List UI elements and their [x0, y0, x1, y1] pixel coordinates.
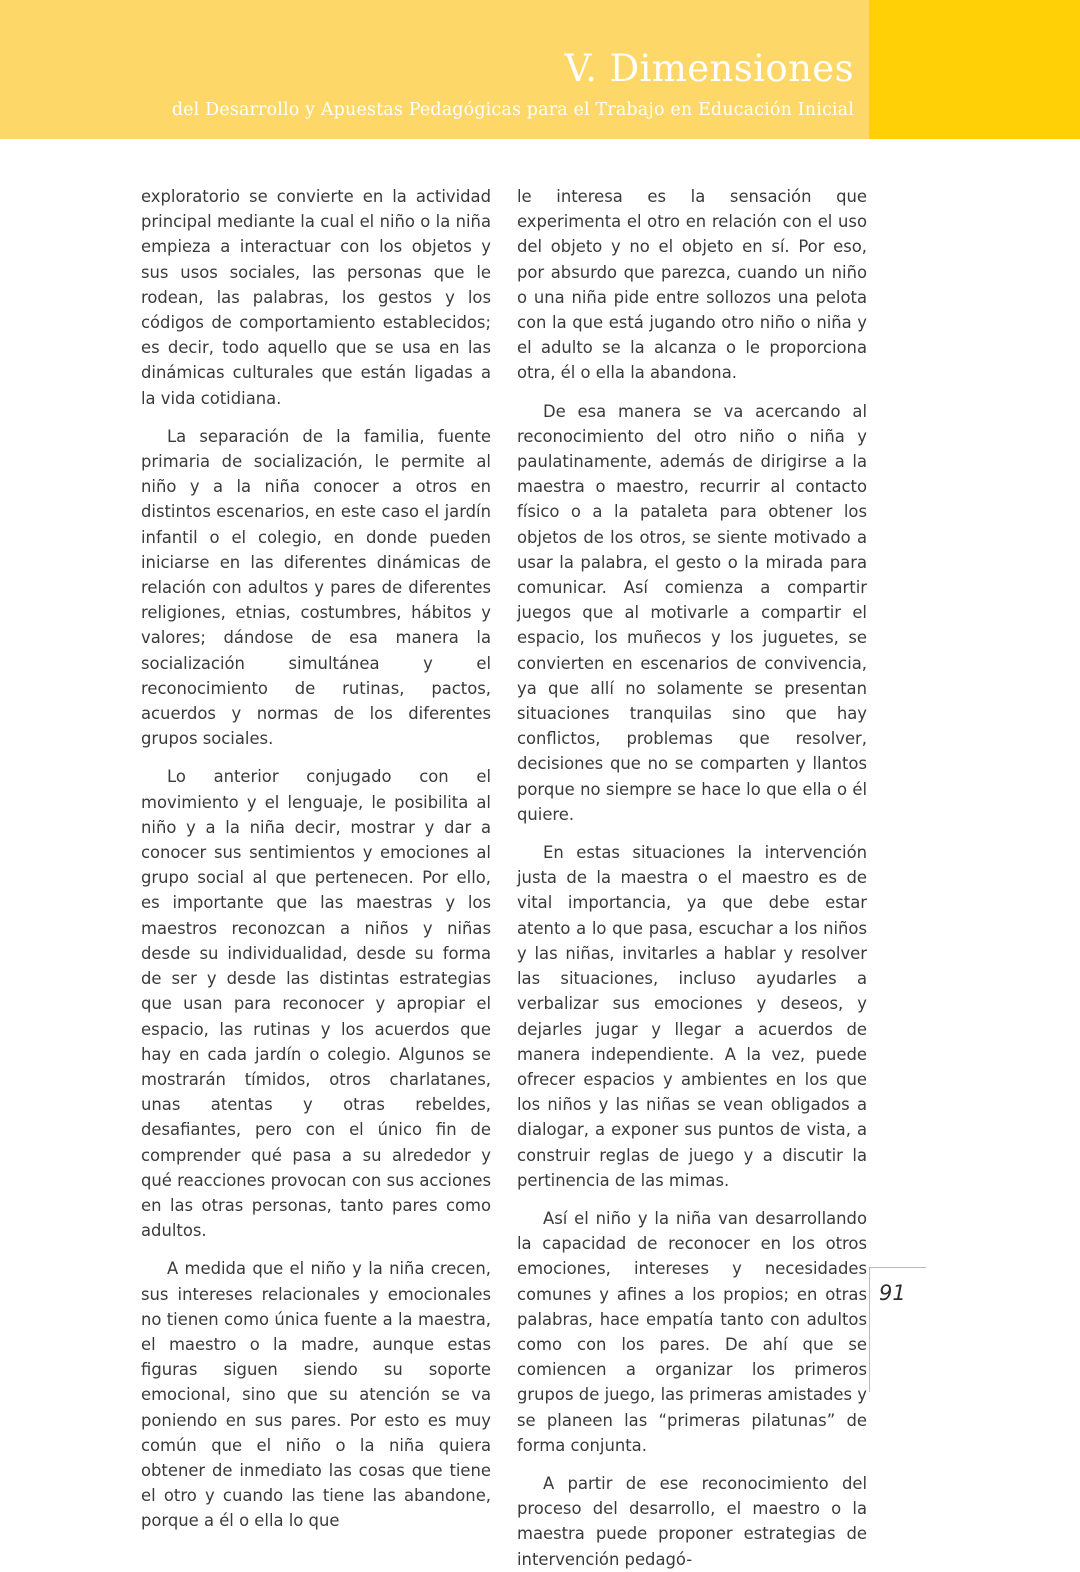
folio-rule-horizontal — [869, 1267, 926, 1268]
header-gold-accent-block — [869, 0, 1080, 139]
paragraph: A medida que el niño y la niña crecen, sus intereses relacionales y emocionales no tienen como única fuente a la maestra, el maestro o la madre, aunque estas figuras siguen siendo su soporte emocional, sino que su atención se va poniendo en sus pares. Por esto es muy común que el niño o la niña quiera obtener de inmediato las cosas que tiene el otro y cuando las tiene las abandone, porque a él o ella lo que — [141, 1259, 491, 1531]
folio-rule-vertical — [869, 1267, 870, 1392]
paragraph: Así el niño y la niña van desarrollando la capacidad de reconocer en los otros emociones, intereses y necesidades comunes y afines a los propios; en otras palabras, hace empatía tanto con adultos como con los pares. De ahí que se comiencen a organizar los primeros grupos de juego, las primeras amistades y se planeen las “primeras pilatunas” de forma conjunta. — [517, 1208, 867, 1455]
text-column-left — [141, 184, 491, 1534]
page-number: 91 — [879, 1281, 906, 1305]
page-body — [0, 139, 1080, 1569]
paragraph: le interesa es la sensación que experimenta el otro en relación con el uso del objeto y no el objeto en sí. Por eso, por absurdo que parezca, cuando un niño o una niña pide entre sollozos una pelota con la que está jugando otro niño o niña y el adulto se la alcanza o le proporciona otra, él o ella la abandona. — [517, 187, 867, 383]
page-header — [0, 0, 1080, 139]
paragraph: De esa manera se va acercando al reconocimiento del otro niño o niña y paulatinamente, además de dirigirse a la maestra o maestro, recurrir al contacto físico o a la pataleta para obtener los objetos de los otros, se siente motivado a usar la palabra, el gesto o la mirada para comunicar. Así comienza a compartir juegos que al motivarle a compartir el espacio, los muñecos y los juguetes, se convierten en escenarios de convivencia, ya que allí no solamente se presentan situaciones tranquilas sino que hay conflictos, problemas que resolver, decisiones que no se comparten y llantos porque no siempre se hace lo que ella o él quiere. — [517, 401, 867, 824]
folio-block — [869, 1267, 1080, 1392]
paragraph: exploratorio se convierte en la actividad principal mediante la cual el niño o la niña empieza a interactuar con los objetos y sus usos sociales, las personas que le rodean, las palabras, los gestos y los códigos de comportamiento establecidos; es decir, todo aquello que se usa en las dinámicas culturales que están ligadas a la vida cotidiana. — [141, 187, 491, 408]
paragraph: A partir de ese reconocimiento del proceso del desarrollo, el maestro o la maestra puede proponer estrategias de intervención pedagó- — [517, 1473, 867, 1569]
paragraph: Lo anterior conjugado con el movimiento y el lenguaje, le posibilita al niño y a la niña decir, mostrar y dar a conocer sus sentimientos y emociones al grupo social al que pertenecen. Por ello, es importante que las maestras y los maestros reconozcan a niños y niñas desde su individualidad, desde su forma de ser y desde las distintas estrategias que usan para reconocer y apropiar el espacio, las rutinas y los acuerdos que hay en cada jardín o colegio. Algunos se mostrarán tímidos, otros charlatanes, unas atentas y otras rebeldes, desafiantes, pero con el único fin de comprender qué pasa a su alrededor y qué reacciones provocan con sus acciones en las otras personas, tanto pares como adultos. — [141, 767, 491, 1241]
text-column-right — [517, 184, 867, 1572]
chapter-title: V. Dimensiones — [564, 47, 854, 90]
paragraph: En estas situaciones la intervención justa de la maestra o el maestro es de vital importancia, ya que debe estar atento a lo que pasa, escuchar a los niños y las niñas, invitarles a hablar y resolver las situaciones, incluso ayudarles a verbalizar sus emociones y deseos, y dejarles jugar y llegar a acuerdos de manera independiente. A la vez, puede ofrecer espacios y ambientes en los que los niños y las niñas se vean obligados a dialogar, a exponer sus puntos de vista, a construir reglas de juego y a discutir la pertinencia de las mimas. — [517, 843, 867, 1190]
paragraph: La separación de la familia, fuente primaria de socialización, le permite al niño y a la niña conocer a otros en distintos escenarios, en este caso el jardín infantil o el colegio, en donde pueden iniciarse en las diferentes dinámicas de relación con adultos y pares de diferentes religiones, etnias, costumbres, hábitos y valores; dándose de esa manera la socialización simultánea y el reconocimiento de rutinas, pactos, acuerdos y normas de los diferentes grupos sociales. — [141, 426, 491, 749]
header-text-group — [0, 0, 854, 139]
chapter-subtitle: del Desarrollo y Apuestas Pedagógicas para el Trabajo en Educación Inicial — [171, 100, 854, 120]
